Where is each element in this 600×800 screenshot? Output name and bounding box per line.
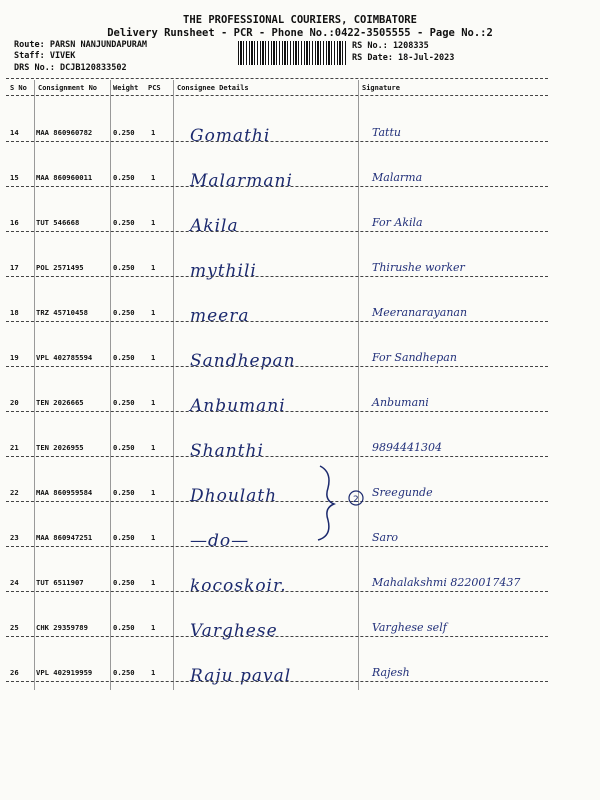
row-divider [6,681,548,682]
row-consignment: MAA 860959584 [36,488,93,497]
row-signature: Varghese self [372,621,447,634]
annotation-number: 2 [353,495,359,505]
row-signature: For Akila [372,216,423,229]
row-sno: 19 [10,353,19,362]
row-signature: Tattu [372,126,401,139]
col-sno: S No [10,84,27,92]
row-consignee: kocoskoir. [190,576,287,596]
col-weight: Weight [113,84,139,92]
row-sno: 18 [10,308,19,317]
row-signature: Thirushe worker [372,261,465,274]
row-sno: 15 [10,173,19,182]
row-consignee: Malarmani [190,171,293,191]
col-consignment: Consignment No [38,84,98,92]
row-divider [6,591,548,592]
row-weight: 0.250 [113,218,135,227]
row-consignment: MAA 860960782 [36,128,93,137]
row-pcs: 1 [151,578,156,587]
row-weight: 0.250 [113,263,135,272]
column-header-rule [6,95,548,96]
row-consignment: TUT 546668 [36,218,80,227]
rs-date: RS Date: 18-Jul-2023 [352,53,455,63]
column-divider [110,80,111,690]
row-consignee: —do— [190,531,250,551]
row-consignment: TEN 2026955 [36,443,84,452]
row-weight: 0.250 [113,353,135,362]
row-signature: For Sandhepan [372,351,457,364]
row-consignment: VPL 402785594 [36,353,93,362]
row-consignee: Dhoulath [190,486,278,506]
row-consignee: Gomathi [190,126,271,146]
row-weight: 0.250 [113,308,135,317]
row-sno: 16 [10,218,19,227]
row-consignment: TRZ 45710458 [36,308,88,317]
row-pcs: 1 [151,353,156,362]
row-pcs: 1 [151,533,156,542]
row-divider [6,141,548,142]
row-signature: Anbumani [372,396,429,409]
row-sno: 25 [10,623,19,632]
row-weight: 0.250 [113,173,135,182]
row-divider [6,321,548,322]
row-pcs: 1 [151,443,156,452]
row-sno: 20 [10,398,19,407]
row-weight: 0.250 [113,578,135,587]
row-consignment: VPL 402919959 [36,668,93,677]
row-consignee: meera [190,306,250,326]
row-consignee: mythili [190,261,257,281]
row-divider [6,231,548,232]
row-consignee: Shanthi [190,441,264,461]
column-divider [173,80,174,690]
row-sno: 24 [10,578,19,587]
row-pcs: 1 [151,308,156,317]
row-consignment: POL 2571495 [36,263,84,272]
row-sno: 17 [10,263,19,272]
col-pcs: PCS [148,84,161,92]
row-consignment: MAA 860960011 [36,173,93,182]
row-consignment: TUT 6511907 [36,578,84,587]
column-divider [34,80,35,690]
header-rule [6,78,548,79]
row-consignment: MAA 860947251 [36,533,93,542]
row-weight: 0.250 [113,533,135,542]
row-consignee: Akila [190,216,239,236]
row-divider [6,366,548,367]
row-divider [6,456,548,457]
rs-number: RS No.: 1208335 [352,41,429,51]
row-weight: 0.250 [113,128,135,137]
drs-label: DRS No.: DCJB120833502 [14,63,127,73]
row-signature: Sreegunde [372,486,433,499]
row-signature: Mahalakshmi 8220017437 [372,576,521,589]
row-pcs: 1 [151,668,156,677]
row-sno: 21 [10,443,19,452]
row-divider [6,546,548,547]
route-label: Route: PARSN NANJUNDAPURAM [14,40,148,50]
row-signature: Saro [372,531,398,544]
row-consignee: Sandhepan [190,351,296,371]
row-weight: 0.250 [113,488,135,497]
row-pcs: 1 [151,173,156,182]
row-consignee: Anbumani [190,396,286,416]
row-divider [6,276,548,277]
row-sno: 26 [10,668,19,677]
row-consignee: Raju paval [190,666,292,686]
row-weight: 0.250 [113,398,135,407]
row-divider [6,186,548,187]
row-signature: Rajesh [372,666,410,679]
company-title: THE PROFESSIONAL COURIERS, COIMBATORE [183,14,417,26]
col-consignee: Consignee Details [177,84,249,92]
row-consignee: Varghese [190,621,278,641]
row-sno: 14 [10,128,19,137]
row-divider [6,411,548,412]
row-consignment: CHK 29359789 [36,623,88,632]
row-divider [6,501,548,502]
row-divider [6,636,548,637]
barcode [238,41,346,65]
row-weight: 0.250 [113,668,135,677]
col-signature: Signature [362,84,400,92]
staff-label: Staff: VIVEK [14,51,76,61]
row-signature: 9894441304 [372,441,442,454]
row-weight: 0.250 [113,623,135,632]
row-signature: Meeranarayanan [372,306,468,319]
row-sno: 22 [10,488,19,497]
row-pcs: 1 [151,218,156,227]
row-pcs: 1 [151,263,156,272]
row-pcs: 1 [151,128,156,137]
row-sno: 23 [10,533,19,542]
row-signature: Malarma [372,171,423,184]
column-divider [358,80,359,690]
row-weight: 0.250 [113,443,135,452]
row-pcs: 1 [151,488,156,497]
row-consignment: TEN 2026665 [36,398,84,407]
runsheet-title: Delivery Runsheet - PCR - Phone No.:0422-3505555 - Page No.:2 [107,27,493,39]
row-pcs: 1 [151,623,156,632]
bracket-annotation [310,462,370,542]
row-pcs: 1 [151,398,156,407]
